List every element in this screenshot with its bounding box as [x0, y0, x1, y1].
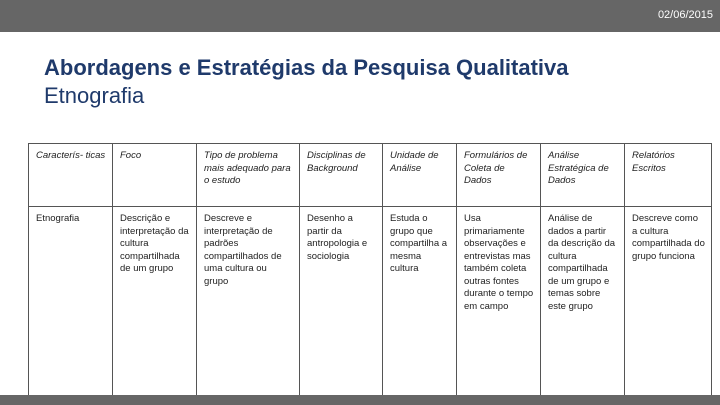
- table-cell: Usa primariamente observações e entrevistas mas também coleta outras fontes durante o tempo em campo: [457, 207, 541, 404]
- header-cell: Unidade de Análise: [383, 144, 457, 207]
- slide-date: 02/06/2015: [657, 9, 713, 21]
- table-cell: Análise de dados a partir da descrição da cultura compartilhada de um grupo e temas sobre este grupo: [541, 207, 625, 404]
- header-cell: Tipo de problema mais adequado para o estudo: [197, 144, 300, 207]
- table-cell: Descreve e interpretação de padrões compartilhados de uma cultura ou grupo: [197, 207, 300, 404]
- table-cell: Descrição e interpretação da cultura compartilhada de um grupo: [113, 207, 197, 404]
- table-cell: Descreve como a cultura compartilhada do grupo funciona: [625, 207, 712, 404]
- table-cell: Desenho a partir da antropologia e sociologia: [300, 207, 383, 404]
- table-header-row: [29, 144, 712, 207]
- table-cell: Estuda o grupo que compartilha a mesma cultura: [383, 207, 457, 404]
- top-band: [0, 0, 720, 32]
- header-cell: Análise Estratégica de Dados: [541, 144, 625, 207]
- title-block: [44, 54, 694, 110]
- etnografia-table: [28, 143, 712, 404]
- header-cell: Caracterís- ticas: [29, 144, 113, 207]
- slide-title: Abordagens e Estratégias da Pesquisa Qualitativa: [44, 55, 569, 80]
- table-row: [29, 207, 712, 404]
- bottom-band: [0, 395, 720, 405]
- header-cell: Relatórios Escritos: [625, 144, 712, 207]
- header-cell: Disciplinas de Background: [300, 144, 383, 207]
- slide-subtitle: Etnografia: [44, 83, 145, 108]
- header-cell: Formulários de Coleta de Dados: [457, 144, 541, 207]
- table-cell: Etnografia: [29, 207, 113, 404]
- header-cell: Foco: [113, 144, 197, 207]
